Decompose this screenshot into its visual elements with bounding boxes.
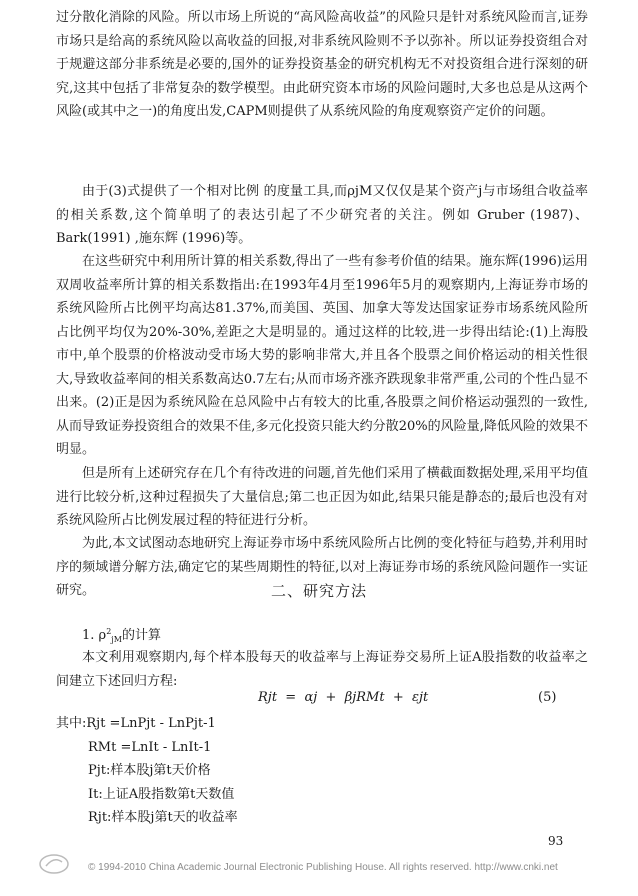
definition-index: It:上证A股指数第t天数值 xyxy=(88,786,235,802)
page-number: 93 xyxy=(548,834,564,848)
paragraph-study-aim: 为此,本文试图动态地研究上海证券市场中系统风险所占比例的变化特征与趋势,并利用时序的频域谱分解方法,确定它的某些周期性的特征,以对上海证券市场的系统风险问题作一实证研究。 xyxy=(56,536,588,598)
definition-stock-return: Rjt:样本股j第t天的收益率 xyxy=(88,810,238,825)
definitions-list xyxy=(56,712,238,830)
subsection-sub: jM xyxy=(111,635,122,644)
paragraph-prior-results: 在这些研究中利用所计算的相关系数,得出了一些有参考价值的结果。施东辉(1996)运用双周收益率所计算的相关系数指出:在1993年4月至1996年5月的观察期内,上海证券市场的系统风险所占比例平均高达81.37%,而美国、英国、加拿大等发达国家证券市场系统风险所占比例平均仅为20%-30%,差距之大是明显的。通过这样的比较,进一步得出结论:(1)上海股市中,单个股票的价格波动受市场大势的影响非常大,并且各个股票之间价格运动的相关性很大,导致收益率间的相关系数高达0.7左右;从而市场齐涨齐跌现象非常严重,公司的个性凸显不出来。(2)正是因为系统风险在总风险中占有较大的比重,各股票之间价格运动强烈的一致性,从而导致证券投资组合的效果不佳,多元化投资只能大约分散20%的风险量,降低风险的效果不明显。 xyxy=(56,254,588,457)
paragraph-relative-ratio: 由于(3)式提供了一个相对比例 的度量工具,而ρjM又仅仅是某个资产j与市场组合收益率的相关系数,这个简单明了的表达引起了不少研究者的关注。例如 Gruber (1987)、Bark(1991) ,施东辉 (1996)等。 xyxy=(56,184,588,246)
paragraph-systematic-risk: 过分散化消除的风险。所以市场上所说的“高风险高收益”的风险只是针对系统风险而言,证券市场只是给高的系统风险以高收益的回报,对非系统风险则不予以弥补。所以证券投资组合对于规避这部分非系统是必要的,国外的证券投资基金的研究机构无不对投资组合进行深刻的研究,这其中包括了非常复杂的数学模型。由此研究资本市场的风险问题时,大多也总是从这两个风险(或其中之一)的角度出发,CAPM则提供了从系统风险的角度观察资产定价的问题。 xyxy=(56,10,588,119)
definition-return: 其中:Rjt =LnPjt - LnPjt-1 xyxy=(56,716,216,731)
copyright-footer: © 1994-2010 China Academic Journal Electronic Publishing House. All rights reserved. http://www.cnki.net xyxy=(88,862,558,873)
equation-expression: Rjt = αj + βjRMt + εjt xyxy=(258,690,429,705)
cnki-logo-icon xyxy=(38,852,70,876)
subsection-prefix: 1. xyxy=(82,628,95,643)
subsection-title xyxy=(82,624,161,644)
subsection-suffix: 的计算 xyxy=(121,628,161,643)
subsection-sup: 2 xyxy=(106,627,112,636)
subsection-symbol: ρ xyxy=(98,628,107,643)
section-heading: 二、研究方法 xyxy=(270,582,367,600)
definition-market-return: RMt =LnIt - LnIt-1 xyxy=(88,739,212,755)
definition-price: Pjt:样本股j第t天价格 xyxy=(88,763,211,778)
equation-number: (5) xyxy=(538,690,557,705)
paragraph-limitations: 但是所有上述研究存在几个有待改进的问题,首先他们采用了横截面数据处理,采用平均值进行比较分析,这种过程损失了大量信息;第二也正因为如此,结果只能是静态的;最后也没有对系统风险所占比例发展过程的特征进行分析。 xyxy=(56,466,588,528)
paragraph-method: 本文利用观察期内,每个样本股每天的收益率与上海证券交易所上证A股指数的收益率之间建立下述回归方程: xyxy=(56,650,588,689)
